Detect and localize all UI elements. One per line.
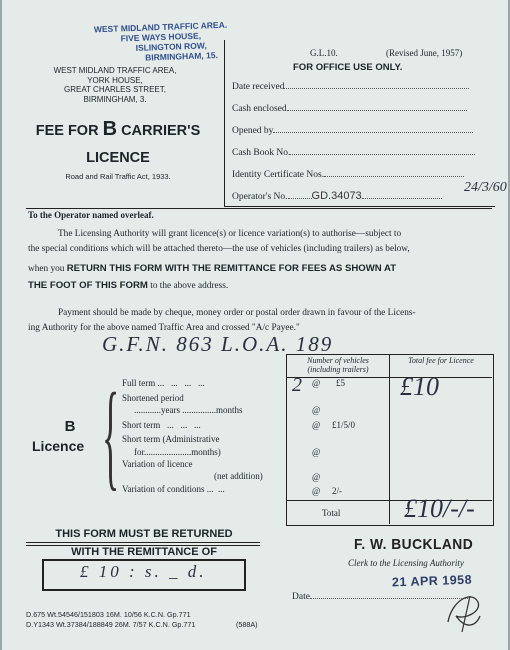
- stamp-line: FIVE WAYS HOUSE,: [120, 30, 202, 44]
- date-stamp: 21 APR 1958: [391, 572, 473, 590]
- remittance-notice: WITH THE REMITTANCE OF: [71, 546, 217, 558]
- form-ref-code: (588A): [236, 620, 258, 629]
- row-at: @: [312, 405, 321, 415]
- address-line: GREAT CHARLES STREET,: [64, 85, 166, 94]
- total-value: £10/-/-: [404, 494, 475, 523]
- total-label: Total: [322, 508, 341, 518]
- address-line: BIRMINGHAM, 3.: [83, 94, 147, 104]
- form-title-licence: LICENCE: [86, 150, 150, 166]
- office-heading: FOR OFFICE USE ONLY.: [293, 62, 403, 73]
- paragraph-line: Payment should be made by cheque, money order or postal order drawn in favour of the Licens-: [58, 308, 416, 318]
- stamp-line: ISLINGTON ROW,: [135, 40, 207, 53]
- operator-number-value: GD.34073: [311, 190, 362, 202]
- printed-address: [30, 66, 200, 104]
- paragraph-line: ing Authority for the above named Traffic Area and crossed "A/c Payee.": [28, 323, 300, 333]
- office-field: Opened by: [232, 126, 490, 136]
- form-paper: [2, 0, 508, 650]
- row-rate: £5: [336, 378, 345, 388]
- paragraph-line: the special conditions which will be attached thereto—the use of vehicles (including trailers) as below,: [28, 244, 410, 254]
- form-title: FEE FOR B CARRIER'S: [35, 118, 201, 140]
- row-sub: ............years ...............months: [134, 405, 243, 415]
- print-code: D.675 Wt.54546/151803 16M. 10/56 K.C.N. Gp.771: [26, 610, 191, 619]
- row-label: Variation of licence: [122, 459, 193, 469]
- return-notice: THIS FORM MUST BE RETURNED: [55, 528, 233, 540]
- handwritten-reference: G.F.N. 863 L.O.A. 189: [102, 332, 334, 356]
- row-label: Short term (Administrative: [122, 434, 220, 444]
- handwritten-date: 24/3/60: [464, 180, 507, 195]
- office-field: Cash enclosed: [232, 104, 490, 114]
- office-field: Date received: [232, 82, 490, 92]
- revised-date: (Revised June, 1957): [386, 48, 463, 58]
- stamp-line: BIRMINGHAM, 15.: [144, 50, 219, 63]
- paragraph-line: when you RETURN THIS FORM WITH THE REMITTANCE FOR FEES AS SHOWN AT: [28, 263, 397, 274]
- paragraph-line: THE FOOT OF THIS FORM to the above address.: [28, 280, 229, 291]
- row-rate: £1/5/0: [332, 420, 356, 430]
- licence-class: B: [64, 418, 76, 435]
- brace: {: [102, 368, 120, 501]
- signatory-title: Clerk to the Licensing Authority: [348, 558, 464, 568]
- stamp-line: WEST MIDLAND TRAFFIC AREA.: [93, 19, 228, 35]
- remittance-amount: £ 10 : s. _ d.: [80, 562, 207, 581]
- address-line: WEST MIDLAND TRAFFIC AREA,: [53, 66, 177, 75]
- licence-label: Licence: [32, 438, 85, 454]
- return-rule: [26, 542, 260, 543]
- section-divider: [26, 208, 492, 209]
- form-code: G.L.10.: [310, 48, 338, 58]
- row-count: 2: [292, 374, 302, 396]
- office-field: Cash Book No.: [232, 148, 490, 158]
- row-label: Shortened period: [122, 393, 184, 403]
- initials-scribble: [442, 586, 486, 638]
- office-field: Identity Certificate Nos.: [232, 170, 490, 180]
- row-at: @: [312, 447, 321, 457]
- print-code: D.Y1343 Wt.37384/188849 26M. 7/57 K.C.N. Gp.771: [26, 620, 196, 629]
- row-label: Full term ... ... ... ...: [122, 378, 205, 388]
- address-stamp: [85, 19, 236, 64]
- row-at: @: [312, 420, 321, 430]
- row-label: Short term ... ... ...: [122, 420, 201, 430]
- row-sub: (net addition): [214, 471, 263, 481]
- col-vehicles-header: Number of vehicles (including trailers): [307, 356, 369, 374]
- operator-heading: To the Operator named overleaf.: [28, 210, 154, 220]
- operator-number-field: Operator's No. GD.34073: [232, 190, 490, 202]
- row-at: @: [312, 486, 321, 496]
- date-field: Date: [292, 592, 470, 602]
- row-fee: £10: [400, 372, 439, 401]
- row-rate: 2/-: [332, 486, 342, 496]
- row-label: Variation of conditions ... ...: [122, 484, 225, 494]
- row-at: @: [312, 472, 321, 482]
- col-fee-header: Total fee for Licence: [408, 356, 474, 365]
- act-reference: Road and Rail Traffic Act, 1933.: [65, 172, 171, 181]
- address-line: YORK HOUSE,: [87, 75, 143, 85]
- row-sub: for.....................months): [134, 447, 221, 457]
- paragraph-line: The Licensing Authority will grant licence(s) or licence variation(s) to authorise—subject to: [58, 229, 402, 239]
- signature-stamp: F. W. BUCKLAND: [354, 536, 474, 553]
- row-at: @: [312, 378, 321, 388]
- table-col-divider: [389, 354, 390, 524]
